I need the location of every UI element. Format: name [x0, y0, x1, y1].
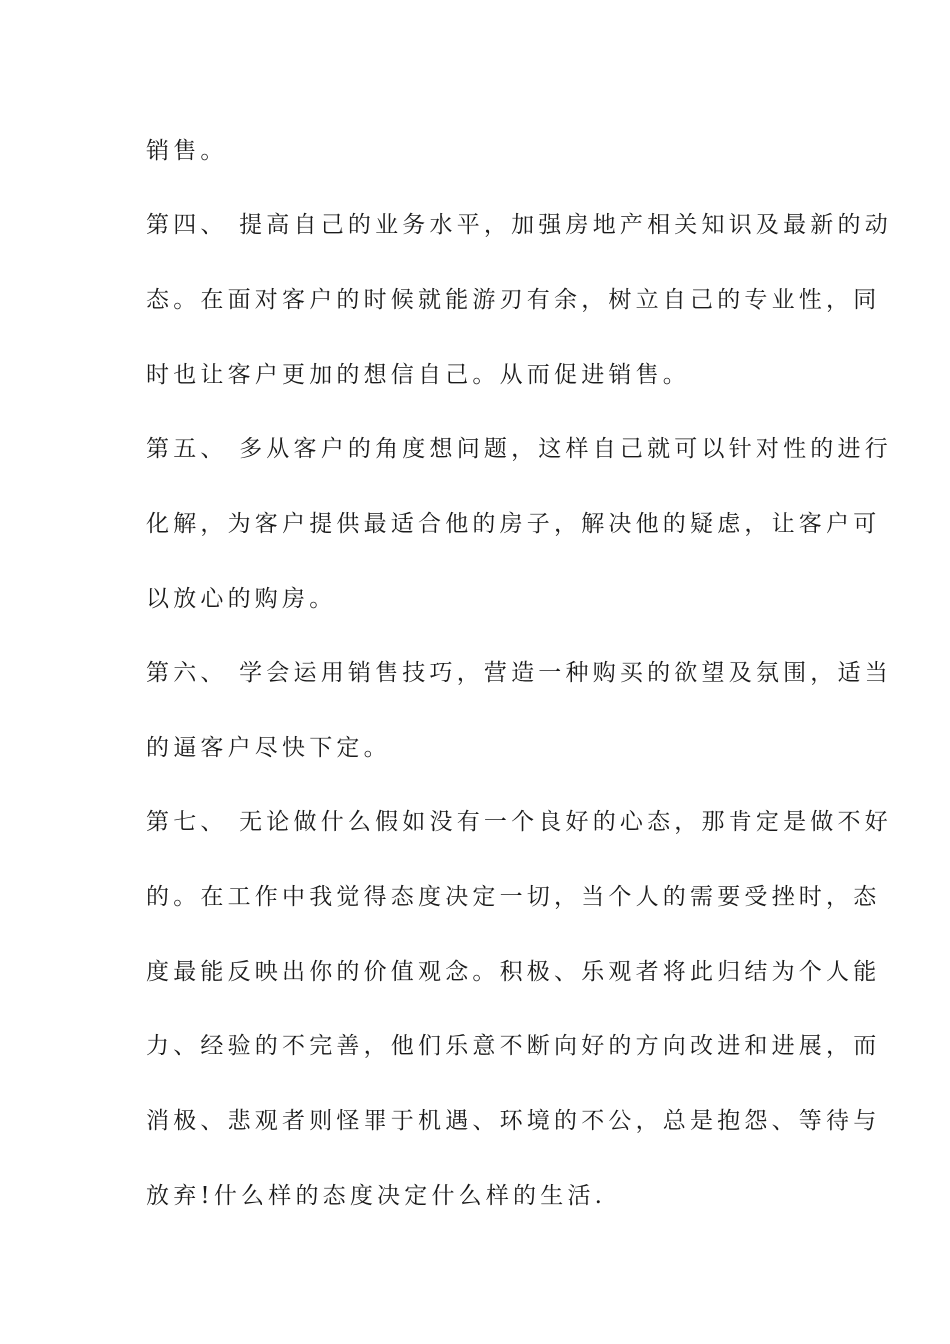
text-line: 化解，为客户提供最适合他的房子，解决他的疑虑，让客户可: [146, 511, 881, 537]
text-line: 放弃!什么样的态度决定什么样的生活.: [146, 1183, 607, 1209]
text-line: 力、经验的不完善，他们乐意不断向好的方向改进和进展，而: [146, 1033, 881, 1059]
text-line: 的。在工作中我觉得态度决定一切，当个人的需要受挫时，态: [146, 884, 881, 910]
text-line: 销售。: [146, 138, 228, 164]
text-line: 消极、悲观者则怪罪于机遇、环境的不公，总是抱怨、等待与: [146, 1108, 881, 1134]
text-line: 的逼客户尽快下定。: [146, 735, 391, 761]
text-line: 第六、 学会运用销售技巧，营造一种购买的欲望及氛围，适当: [146, 660, 892, 686]
text-line: 第七、 无论做什么假如没有一个良好的心态，那肯定是做不好: [146, 809, 892, 835]
text-line: 时也让客户更加的想信自己。从而促进销售。: [146, 362, 690, 388]
text-line: 第四、 提高自己的业务水平，加强房地产相关知识及最新的动: [146, 212, 892, 238]
text-line: 度最能反映出你的价值观念。积极、乐观者将此归结为个人能: [146, 959, 881, 985]
text-line: 第五、 多从客户的角度想问题，这样自己就可以针对性的进行: [146, 436, 892, 462]
text-line: 以放心的购房。: [146, 586, 337, 612]
text-line: 态。在面对客户的时候就能游刃有余，树立自己的专业性，同: [146, 287, 881, 313]
